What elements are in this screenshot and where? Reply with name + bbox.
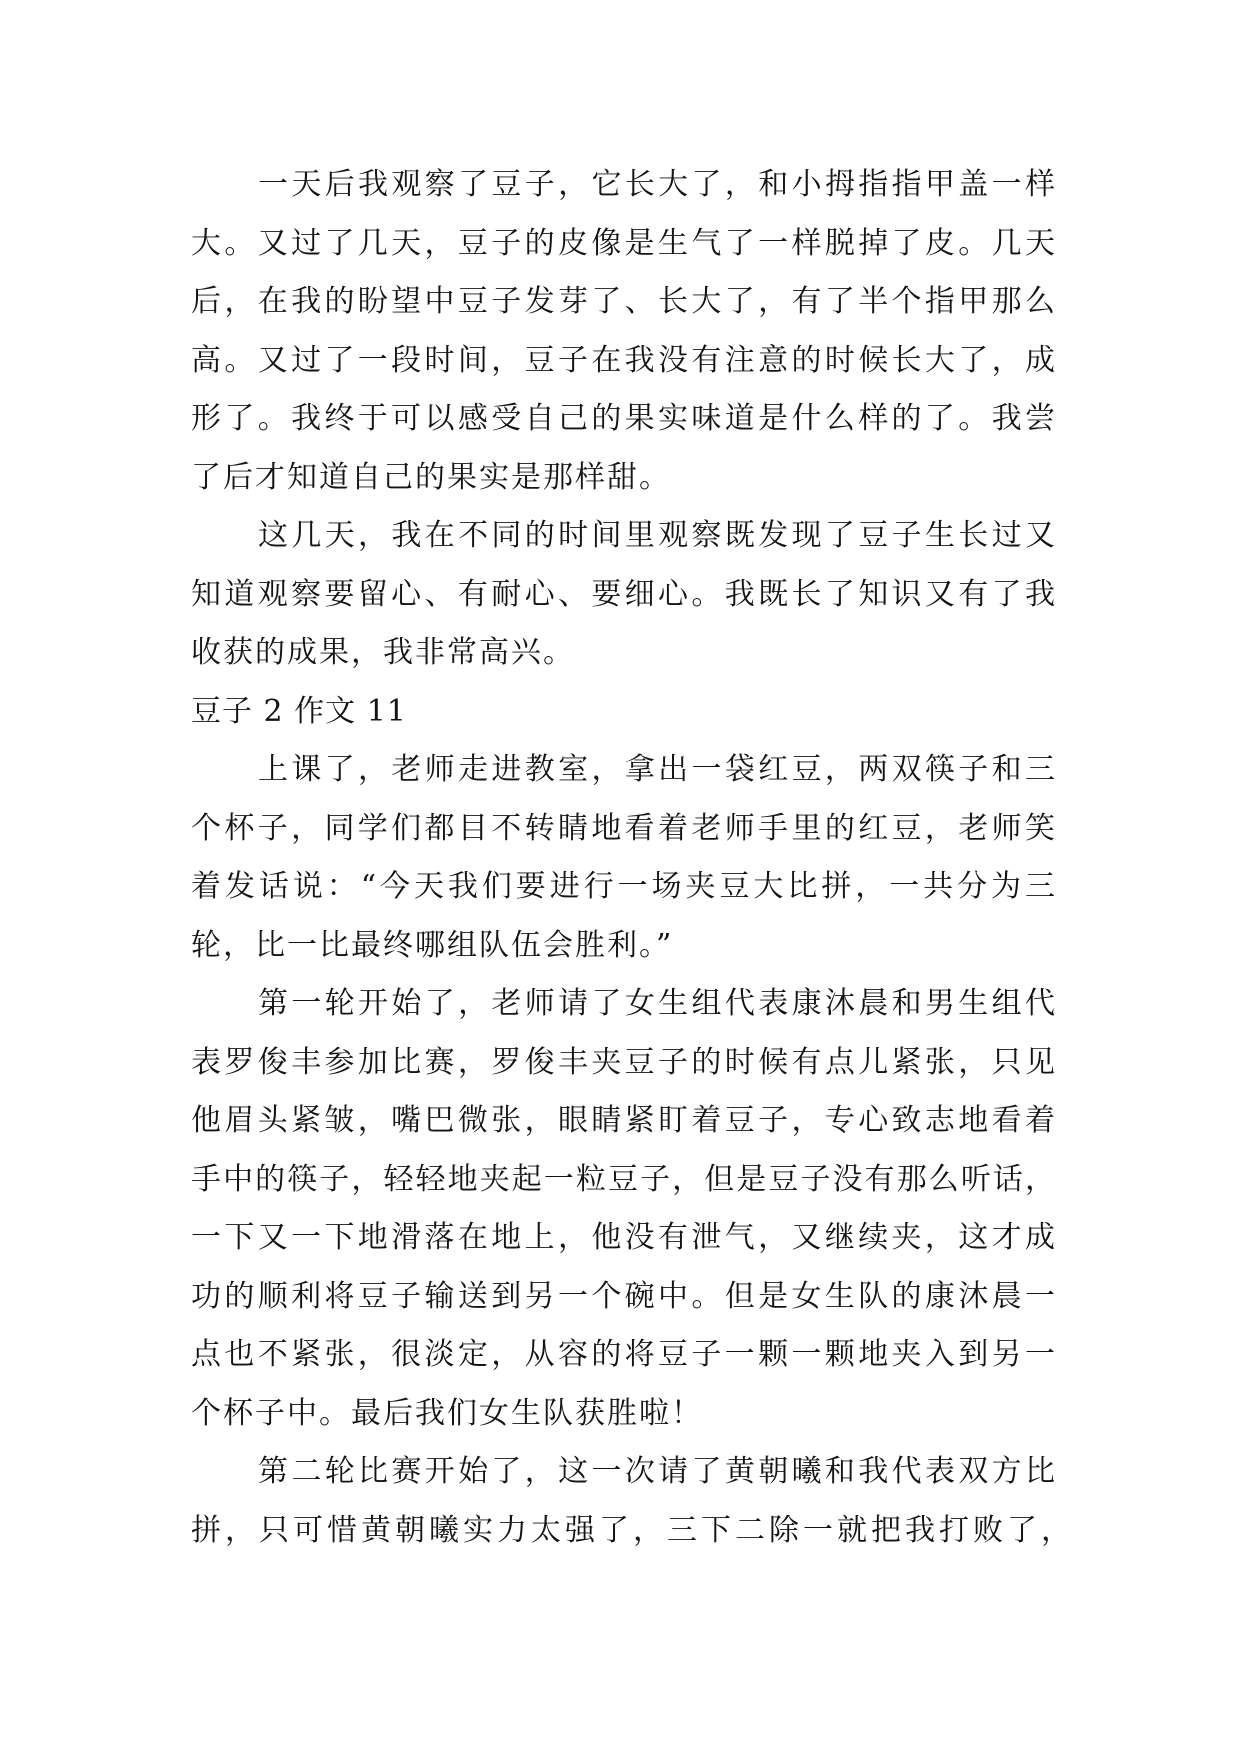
text-line: 高。又过了一段时间，豆子在我没有注意的时候长大了，成 <box>191 342 1057 378</box>
text-line: 了后才知道自己的果实是那样甜。 <box>191 459 671 495</box>
text-line: 上课了，老师走进教室，拿出一袋红豆，两双筷子和三 <box>258 752 1057 787</box>
paragraph <box>191 975 1057 1443</box>
paragraph <box>191 1443 1073 1560</box>
text-line: 功的顺利将豆子输送到另一个碗中。但是女生队的康沐晨一 <box>191 1278 1057 1314</box>
text-line: 收获的成果，我非常高兴。 <box>191 635 575 670</box>
text-line: 大。又过了几天，豆子的皮像是生气了一样脱掉了皮。几天 <box>191 225 1057 261</box>
paragraph <box>191 741 1057 975</box>
text-line: 形了。我终于可以感受自己的果实味道是什么样的了。我尝 <box>191 401 1057 436</box>
essay-title: 豆子 2 作文 11 <box>191 693 407 729</box>
text-line: 第一轮开始了，老师请了女生组代表康沐晨和男生组代 <box>258 986 1057 1021</box>
text-line: 着发话说：“今天我们要进行一场夹豆大比拼，一共分为三 <box>191 869 1057 904</box>
text-line: 拼，只可惜黄朝曦实力太强了，三下二除一就把我打败了， <box>191 1512 1073 1548</box>
text-line: 表罗俊丰参加比赛，罗俊丰夹豆子的时候有点儿紧张，只见 <box>191 1044 1057 1080</box>
text-line: 个杯子中。最后我们女生队获胜啦！ <box>191 1395 703 1431</box>
text-line: 他眉头紧皱，嘴巴微张，眼睛紧盯着豆子，专心致志地看着 <box>191 1103 1057 1138</box>
text-line: 一下又一下地滑落在地上，他没有泄气，又继续夹，这才成 <box>191 1220 1057 1255</box>
text-line: 个杯子，同学们都目不转睛地看着老师手里的红豆，老师笑 <box>191 810 1057 846</box>
text-line: 知道观察要留心、有耐心、要细心。我既长了知识又有了我 <box>191 576 1057 612</box>
paragraph <box>191 507 1057 683</box>
text-line: 轮，比一比最终哪组队伍会胜利。” <box>191 927 674 963</box>
paragraph <box>191 156 1057 507</box>
text-line: 一天后我观察了豆子，它长大了，和小拇指指甲盖一样 <box>258 167 1057 202</box>
document-body <box>191 156 1073 1560</box>
text-line: 点也不紧张，很淡定，从容的将豆子一颗一颗地夹入到另一 <box>191 1337 1057 1372</box>
text-line: 这几天，我在不同的时间里观察既发现了豆子生长过又 <box>258 518 1057 553</box>
text-line: 第二轮比赛开始了，这一次请了黄朝曦和我代表双方比 <box>258 1454 1057 1489</box>
text-line: 后，在我的盼望中豆子发芽了、长大了，有了半个指甲那么 <box>191 284 1057 319</box>
text-line: 手中的筷子，轻轻地夹起一粒豆子，但是豆子没有那么听话， <box>191 1161 1057 1197</box>
